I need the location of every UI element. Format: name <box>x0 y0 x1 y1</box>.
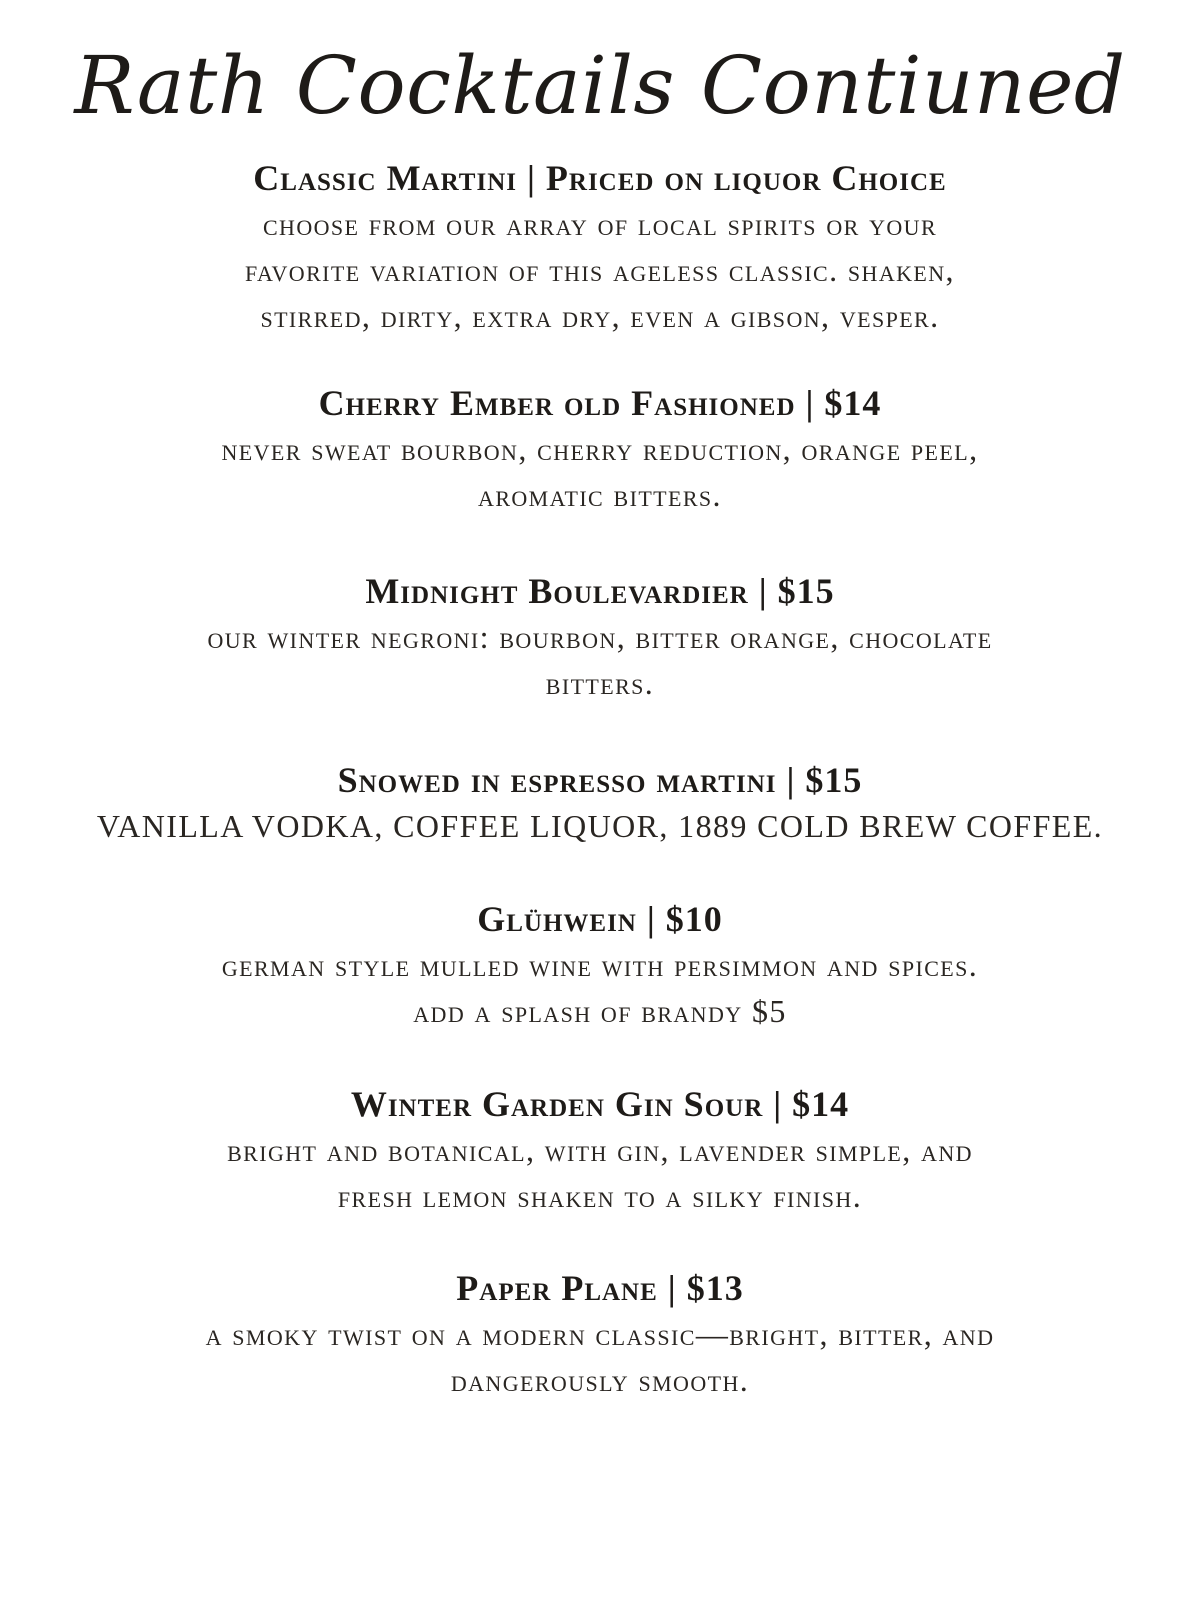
item-name: Winter Garden Gin Sour | $14 <box>350 1084 850 1124</box>
description-line: bitters. <box>545 665 655 701</box>
description-line: choose from our array of local spirits or your <box>262 206 938 242</box>
page-title: Rath Cocktails Contiuned <box>74 39 1126 132</box>
menu-item-cherry-ember-old-fashioned <box>60 380 1140 518</box>
description-line: never sweat bourbon, cherry reduction, orange peel, <box>221 431 979 467</box>
menu-item-snowed-in-espresso-martini <box>60 757 1140 849</box>
item-description <box>60 426 1140 518</box>
description-line: bright and botanical, with gin, lavender simple, and <box>227 1132 973 1168</box>
item-description <box>60 1127 1140 1219</box>
item-description <box>60 942 1140 1034</box>
item-name: Midnight Boulevardier | $15 <box>365 571 835 611</box>
item-description <box>60 201 1140 339</box>
description-line: dangerously smooth. <box>450 1362 750 1398</box>
description-line: favorite variation of this ageless classic. shaken, <box>245 252 955 288</box>
description-line: stirred, dirty, extra dry, even a gibson, vesper. <box>260 298 940 334</box>
description-line: a smoky twist on a modern classic—bright, bitter, and <box>205 1316 995 1352</box>
item-name: Paper Plane | $13 <box>456 1268 744 1308</box>
item-description <box>60 1311 1140 1403</box>
item-name: Classic Martini | Priced on liquor Choice <box>253 158 947 198</box>
item-description <box>60 803 1140 849</box>
description-line: german style mulled wine with persimmon and spices. <box>221 947 979 983</box>
item-name: Glühwein | $10 <box>477 899 723 939</box>
description-line: aromatic bitters. <box>478 477 722 513</box>
item-description <box>60 614 1140 706</box>
menu-item-midnight-boulevardier <box>60 568 1140 706</box>
menu-item-paper-plane <box>60 1265 1140 1403</box>
item-name: Cherry Ember old Fashioned | $14 <box>318 383 882 423</box>
menu-item-classic-martini <box>60 155 1140 339</box>
item-name: Snowed in espresso martini | $15 <box>337 760 863 800</box>
menu-item-gluhwein <box>60 896 1140 1034</box>
description-line: fresh lemon shaken to a silky finish. <box>337 1178 863 1214</box>
description-line: our winter negroni: bourbon, bitter orange, chocolate <box>207 619 993 655</box>
menu-item-winter-garden-gin-sour <box>60 1081 1140 1219</box>
description-line: VANILLA VODKA, COFFEE LIQUOR, 1889 COLD BREW COFFEE. <box>96 808 1104 844</box>
description-line: add a splash of brandy $5 <box>413 993 787 1029</box>
